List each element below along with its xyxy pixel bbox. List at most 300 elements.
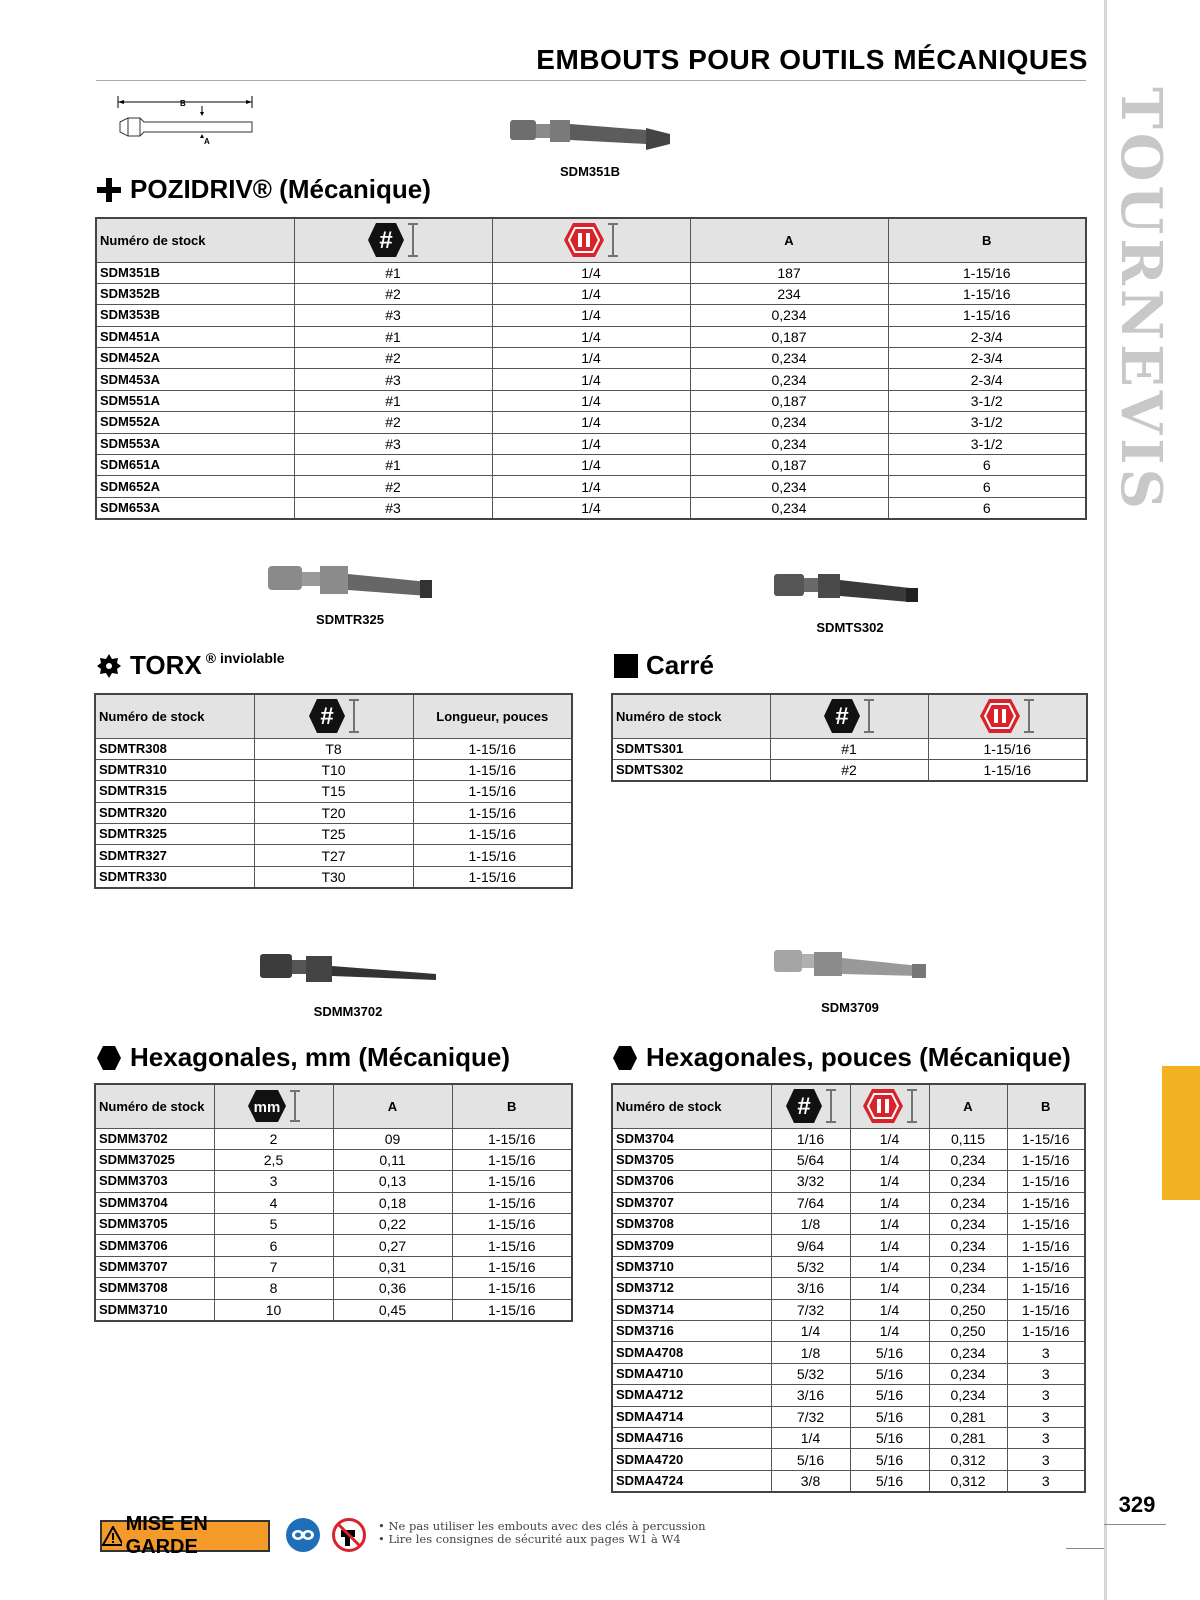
bit-image-carre xyxy=(770,570,930,620)
table-row xyxy=(96,412,1086,433)
table-cell: 0,234 xyxy=(929,1149,1007,1170)
table-cell: 0,312 xyxy=(929,1449,1007,1470)
drive-size-icon xyxy=(563,222,619,258)
table-cell: 0,234 xyxy=(929,1171,1007,1192)
column-header: Numéro de stock xyxy=(95,694,254,738)
page-number: 329 xyxy=(1118,1492,1156,1517)
no-impact-wrench-icon xyxy=(332,1518,366,1552)
table-cell: 1-15/16 xyxy=(452,1235,572,1256)
table-cell: 3/8 xyxy=(771,1470,850,1492)
table-cell: 6 xyxy=(888,497,1086,519)
table-cell: 0,187 xyxy=(690,326,888,347)
column-header xyxy=(928,694,1087,738)
table-cell: 1-15/16 xyxy=(413,866,572,888)
stock-number: SDMA4720 xyxy=(612,1449,771,1470)
table-cell: 3 xyxy=(1007,1342,1085,1363)
table-cell: #1 xyxy=(294,390,492,411)
table-cell: 5/16 xyxy=(850,1342,929,1363)
table-cell: 1-15/16 xyxy=(1007,1149,1085,1170)
table-row xyxy=(95,1299,572,1321)
table-row xyxy=(96,326,1086,347)
svg-text:#: # xyxy=(796,1093,811,1121)
svg-text:mm: mm xyxy=(253,1099,280,1117)
stock-number: SDM3710 xyxy=(612,1256,771,1277)
column-header: B xyxy=(888,218,1086,262)
table-row xyxy=(95,781,572,802)
table-cell: 1-15/16 xyxy=(413,781,572,802)
stock-number: SDM452A xyxy=(96,348,294,369)
table-cell: 0,234 xyxy=(929,1385,1007,1406)
table-cell: 0,234 xyxy=(690,305,888,326)
table-cell: 2-3/4 xyxy=(888,326,1086,347)
caption-sdm3709: SDM3709 xyxy=(821,1000,879,1015)
svg-text:#: # xyxy=(319,703,334,731)
dimension-diagram xyxy=(114,92,258,152)
stock-number: SDM451A xyxy=(96,326,294,347)
table-row xyxy=(95,802,572,823)
stock-number: SDM3716 xyxy=(612,1321,771,1342)
hex-size-icon xyxy=(785,1088,837,1124)
table-cell: 5/16 xyxy=(850,1363,929,1384)
table-cell: 3-1/2 xyxy=(888,433,1086,454)
stock-number: SDM3712 xyxy=(612,1278,771,1299)
table-cell: 1-15/16 xyxy=(1007,1192,1085,1213)
table-row xyxy=(96,348,1086,369)
stock-number: SDMM3703 xyxy=(95,1171,214,1192)
table-cell: #3 xyxy=(294,305,492,326)
stock-number: SDMTR320 xyxy=(95,802,254,823)
stock-number: SDM651A xyxy=(96,455,294,476)
table-cell: T30 xyxy=(254,866,413,888)
table-cell: 0,36 xyxy=(333,1278,452,1299)
section-title-hex-in: Hexagonales, pouces (Mécanique) xyxy=(612,1042,1071,1073)
table-cell: 1-15/16 xyxy=(452,1149,572,1170)
table-cell: 1/4 xyxy=(492,455,690,476)
table-row xyxy=(95,759,572,780)
table-cell: 1-15/16 xyxy=(1007,1214,1085,1235)
table-cell: 10 xyxy=(214,1299,333,1321)
table-row xyxy=(612,1470,1085,1492)
table-cell: #3 xyxy=(294,433,492,454)
column-header xyxy=(771,1084,850,1128)
table-cell: 5/64 xyxy=(771,1149,850,1170)
table-row xyxy=(612,759,1087,781)
table-cell: #2 xyxy=(294,476,492,497)
table-row xyxy=(96,476,1086,497)
stock-number: SDMM37025 xyxy=(95,1149,214,1170)
table-row xyxy=(612,1342,1085,1363)
table-cell: 0,11 xyxy=(333,1149,452,1170)
stock-number: SDM352B xyxy=(96,283,294,304)
warning-note: • Lire les consignes de sécurité aux pages W1 à W4 xyxy=(378,1532,681,1546)
stock-number: SDMA4714 xyxy=(612,1406,771,1427)
table-cell: 9/64 xyxy=(771,1235,850,1256)
table-cell: 1/4 xyxy=(492,497,690,519)
table-cell: 1-15/16 xyxy=(1007,1235,1085,1256)
table-cell: 7 xyxy=(214,1256,333,1277)
stock-number: SDMA4724 xyxy=(612,1470,771,1492)
table-cell: 0,234 xyxy=(929,1342,1007,1363)
table-cell: #3 xyxy=(294,497,492,519)
stock-number: SDMM3708 xyxy=(95,1278,214,1299)
stock-number: SDM552A xyxy=(96,412,294,433)
table-cell: 1/4 xyxy=(492,433,690,454)
bit-image-hex-mm xyxy=(256,950,446,1000)
table-cell: 0,234 xyxy=(690,369,888,390)
stock-number: SDMTR310 xyxy=(95,759,254,780)
table-cell: 187 xyxy=(690,262,888,283)
table-cell: 1-15/16 xyxy=(452,1192,572,1213)
table-row xyxy=(612,738,1087,759)
table-cell: 7/32 xyxy=(771,1299,850,1320)
table-cell: 5/16 xyxy=(850,1470,929,1492)
stock-number: SDM3707 xyxy=(612,1192,771,1213)
column-header xyxy=(770,694,928,738)
column-header: Numéro de stock xyxy=(612,694,770,738)
table-cell: 2-3/4 xyxy=(888,369,1086,390)
column-header: B xyxy=(1007,1084,1085,1128)
stock-number: SDM3706 xyxy=(612,1171,771,1192)
table-cell: 3 xyxy=(214,1171,333,1192)
table-cell: 1-15/16 xyxy=(452,1214,572,1235)
table-cell: #1 xyxy=(294,326,492,347)
warning-note: • Ne pas utiliser les embouts avec des clés à percussion xyxy=(378,1519,706,1533)
table-row xyxy=(96,283,1086,304)
table-cell: 5/16 xyxy=(850,1406,929,1427)
table-row xyxy=(95,1192,572,1213)
table-cell: 1-15/16 xyxy=(452,1171,572,1192)
column-header xyxy=(214,1084,333,1128)
table-cell: 0,234 xyxy=(929,1363,1007,1384)
table-cell: 1/4 xyxy=(492,369,690,390)
table-cell: 0,281 xyxy=(929,1406,1007,1427)
column-header: A xyxy=(690,218,888,262)
table-cell: T8 xyxy=(254,738,413,759)
table-cell: #1 xyxy=(294,262,492,283)
square-icon xyxy=(614,654,638,678)
table-row xyxy=(95,1256,572,1277)
table-cell: 0,234 xyxy=(690,348,888,369)
column-header: A xyxy=(929,1084,1007,1128)
table-cell: 1-15/16 xyxy=(452,1278,572,1299)
hexagon-icon xyxy=(96,1045,122,1071)
table-cell: 0,234 xyxy=(929,1256,1007,1277)
stock-number: SDM3705 xyxy=(612,1149,771,1170)
table-cell: 3-1/2 xyxy=(888,412,1086,433)
table-cell: T27 xyxy=(254,845,413,866)
table-cell: 1-15/16 xyxy=(413,824,572,845)
table-cell: 5/16 xyxy=(771,1449,850,1470)
safety-glasses-icon xyxy=(286,1518,320,1552)
column-header: A xyxy=(333,1084,452,1128)
table-cell: 1/4 xyxy=(492,390,690,411)
table-cell: 09 xyxy=(333,1128,452,1149)
stock-number: SDMTR330 xyxy=(95,866,254,888)
hex-mm-table xyxy=(94,1083,573,1322)
table-cell: 3 xyxy=(1007,1449,1085,1470)
table-cell: 1-15/16 xyxy=(888,283,1086,304)
caption-sdmtr325: SDMTR325 xyxy=(316,612,384,627)
table-cell: 1/4 xyxy=(850,1278,929,1299)
table-row xyxy=(95,1128,572,1149)
hex-size-icon xyxy=(823,698,875,734)
table-cell: #2 xyxy=(294,348,492,369)
section-title-hex-mm: Hexagonales, mm (Mécanique) xyxy=(96,1042,510,1073)
warning-badge: MISE EN GARDE xyxy=(100,1520,270,1552)
table-cell: 1/4 xyxy=(850,1299,929,1320)
side-label: TOURNEVIS xyxy=(1108,87,1175,513)
hex-size-icon xyxy=(308,698,360,734)
table-row xyxy=(612,1321,1085,1342)
table-cell: 1/4 xyxy=(771,1427,850,1448)
diagram-label-b: B xyxy=(180,99,186,108)
table-cell: 2,5 xyxy=(214,1149,333,1170)
caption-sdmm3702: SDMM3702 xyxy=(313,1004,383,1019)
table-cell: 1-15/16 xyxy=(888,305,1086,326)
table-row xyxy=(612,1363,1085,1384)
table-row xyxy=(612,1235,1085,1256)
stock-number: SDMTR325 xyxy=(95,824,254,845)
table-cell: T25 xyxy=(254,824,413,845)
table-cell: 5/16 xyxy=(850,1427,929,1448)
warning-triangle-icon xyxy=(102,1526,122,1546)
table-row xyxy=(612,1385,1085,1406)
bit-image-torx xyxy=(264,560,444,610)
table-cell: T20 xyxy=(254,802,413,823)
table-cell: 0,281 xyxy=(929,1427,1007,1448)
table-cell: 1-15/16 xyxy=(413,845,572,866)
table-cell: 6 xyxy=(888,476,1086,497)
table-cell: 0,45 xyxy=(333,1299,452,1321)
table-cell: T10 xyxy=(254,759,413,780)
bit-image-pozidriv xyxy=(506,112,676,162)
table-cell: 1/4 xyxy=(850,1192,929,1213)
table-cell: 5/32 xyxy=(771,1363,850,1384)
column-header: B xyxy=(452,1084,572,1128)
table-cell: 3-1/2 xyxy=(888,390,1086,411)
column-header: Numéro de stock xyxy=(612,1084,771,1128)
column-header: Numéro de stock xyxy=(95,1084,214,1128)
stock-number: SDMTR327 xyxy=(95,845,254,866)
table-cell: 0,22 xyxy=(333,1214,452,1235)
table-row xyxy=(96,455,1086,476)
stock-number: SDMM3705 xyxy=(95,1214,214,1235)
table-cell: 1/4 xyxy=(771,1321,850,1342)
table-cell: 1-15/16 xyxy=(928,759,1087,781)
drive-size-icon xyxy=(862,1088,918,1124)
table-row xyxy=(612,1192,1085,1213)
table-cell: 0,234 xyxy=(929,1235,1007,1256)
table-cell: 0,234 xyxy=(690,497,888,519)
table-cell: #3 xyxy=(294,369,492,390)
table-cell: 8 xyxy=(214,1278,333,1299)
table-cell: 1-15/16 xyxy=(1007,1128,1085,1149)
table-cell: 1/4 xyxy=(850,1149,929,1170)
stock-number: SDM353B xyxy=(96,305,294,326)
table-cell: 1/4 xyxy=(492,412,690,433)
table-cell: 6 xyxy=(888,455,1086,476)
table-cell: 7/32 xyxy=(771,1406,850,1427)
table-cell: 1/4 xyxy=(492,283,690,304)
diagram-label-a: A xyxy=(204,137,210,146)
table-cell: 0,234 xyxy=(690,412,888,433)
table-cell: 0,13 xyxy=(333,1171,452,1192)
torx-star-icon xyxy=(96,653,122,679)
svg-text:#: # xyxy=(379,227,393,255)
table-cell: 7/64 xyxy=(771,1192,850,1213)
stock-number: SDMA4712 xyxy=(612,1385,771,1406)
column-header xyxy=(492,218,690,262)
table-cell: 234 xyxy=(690,283,888,304)
table-row xyxy=(612,1149,1085,1170)
section-title-carre: Carré xyxy=(614,650,714,681)
table-cell: 1/4 xyxy=(492,348,690,369)
carre-table xyxy=(611,693,1088,782)
table-row xyxy=(612,1406,1085,1427)
table-cell: 3 xyxy=(1007,1427,1085,1448)
stock-number: SDMM3702 xyxy=(95,1128,214,1149)
table-row xyxy=(612,1427,1085,1448)
table-cell: 0,250 xyxy=(929,1321,1007,1342)
table-cell: 1-15/16 xyxy=(413,759,572,780)
table-row xyxy=(95,1149,572,1170)
table-row xyxy=(612,1256,1085,1277)
table-row xyxy=(96,433,1086,454)
table-cell: 0,27 xyxy=(333,1235,452,1256)
table-cell: 2-3/4 xyxy=(888,348,1086,369)
hex-in-table xyxy=(611,1083,1086,1493)
stock-number: SDMM3704 xyxy=(95,1192,214,1213)
table-cell: 1/4 xyxy=(850,1321,929,1342)
stock-number: SDMA4716 xyxy=(612,1427,771,1448)
stock-number: SDM3709 xyxy=(612,1235,771,1256)
table-cell: 1/4 xyxy=(850,1214,929,1235)
stock-number: SDMTR308 xyxy=(95,738,254,759)
table-cell: 1/4 xyxy=(850,1128,929,1149)
table-cell: 0,234 xyxy=(929,1214,1007,1235)
table-cell: 1-15/16 xyxy=(452,1299,572,1321)
table-cell: #2 xyxy=(294,283,492,304)
table-row xyxy=(96,262,1086,283)
table-cell: 1/4 xyxy=(492,326,690,347)
table-cell: 0,187 xyxy=(690,455,888,476)
table-cell: 1/4 xyxy=(492,305,690,326)
side-divider xyxy=(1104,0,1107,1600)
stock-number: SDMM3707 xyxy=(95,1256,214,1277)
torx-table xyxy=(94,693,573,889)
table-cell: 1/4 xyxy=(850,1171,929,1192)
stock-number: SDM551A xyxy=(96,390,294,411)
table-cell: 0,18 xyxy=(333,1192,452,1213)
stock-number: SDM653A xyxy=(96,497,294,519)
table-row xyxy=(95,1171,572,1192)
table-cell: 5 xyxy=(214,1214,333,1235)
hex-size-icon xyxy=(367,222,419,258)
table-row xyxy=(95,824,572,845)
table-cell: #2 xyxy=(294,412,492,433)
table-cell: 0,234 xyxy=(690,476,888,497)
table-row xyxy=(96,497,1086,519)
table-row xyxy=(612,1449,1085,1470)
table-row xyxy=(95,738,572,759)
column-header: Longueur, pouces xyxy=(413,694,572,738)
drive-size-icon xyxy=(979,698,1035,734)
section-tab xyxy=(1162,1066,1200,1200)
table-cell: 0,312 xyxy=(929,1470,1007,1492)
caption-sdmts302: SDMTS302 xyxy=(816,620,884,635)
table-cell: 3/32 xyxy=(771,1171,850,1192)
table-cell: 3 xyxy=(1007,1406,1085,1427)
table-cell: 2 xyxy=(214,1128,333,1149)
table-row xyxy=(96,390,1086,411)
stock-number: SDM3704 xyxy=(612,1128,771,1149)
table-row xyxy=(96,369,1086,390)
table-cell: 3 xyxy=(1007,1363,1085,1384)
table-cell: 0,234 xyxy=(690,433,888,454)
stock-number: SDM3708 xyxy=(612,1214,771,1235)
table-cell: #2 xyxy=(770,759,928,781)
table-cell: 1-15/16 xyxy=(413,738,572,759)
stock-number: SDMTS302 xyxy=(612,759,770,781)
table-cell: 3/16 xyxy=(771,1385,850,1406)
table-cell: 5/32 xyxy=(771,1256,850,1277)
table-cell: 1/4 xyxy=(492,476,690,497)
page-rule-bottom xyxy=(1066,1548,1104,1549)
table-cell: 5/16 xyxy=(850,1385,929,1406)
column-header xyxy=(254,694,413,738)
stock-number: SDM3714 xyxy=(612,1299,771,1320)
page-rule xyxy=(1104,1524,1166,1525)
table-cell: 1/16 xyxy=(771,1128,850,1149)
table-row xyxy=(612,1128,1085,1149)
pozidriv-table xyxy=(95,217,1087,520)
table-cell: 6 xyxy=(214,1235,333,1256)
table-cell: 0,234 xyxy=(929,1278,1007,1299)
table-row xyxy=(612,1278,1085,1299)
column-header xyxy=(294,218,492,262)
table-cell: 1-15/16 xyxy=(1007,1171,1085,1192)
table-cell: 0,250 xyxy=(929,1299,1007,1320)
table-row xyxy=(612,1214,1085,1235)
table-cell: 1/4 xyxy=(850,1235,929,1256)
table-cell: 1-15/16 xyxy=(888,262,1086,283)
table-row xyxy=(612,1171,1085,1192)
table-row xyxy=(96,305,1086,326)
hexagon-icon xyxy=(612,1045,638,1071)
table-cell: 5/16 xyxy=(850,1449,929,1470)
table-row xyxy=(612,1299,1085,1320)
warning-notes xyxy=(378,1520,706,1546)
stock-number: SDM652A xyxy=(96,476,294,497)
table-cell: 0,234 xyxy=(929,1192,1007,1213)
stock-number: SDMTR315 xyxy=(95,781,254,802)
table-cell: 1-15/16 xyxy=(1007,1321,1085,1342)
stock-number: SDMM3706 xyxy=(95,1235,214,1256)
table-cell: 1/8 xyxy=(771,1214,850,1235)
stock-number: SDMTS301 xyxy=(612,738,770,759)
column-header: Numéro de stock xyxy=(96,218,294,262)
table-cell: 1/4 xyxy=(850,1256,929,1277)
table-cell: 0,31 xyxy=(333,1256,452,1277)
table-cell: 1-15/16 xyxy=(928,738,1087,759)
table-row xyxy=(95,1278,572,1299)
bit-image-hex-in xyxy=(770,946,940,996)
table-cell: T15 xyxy=(254,781,413,802)
pozidriv-cross-icon xyxy=(96,177,122,203)
section-title-torx: TORX ® inviolable xyxy=(96,650,285,681)
table-cell: 1-15/16 xyxy=(1007,1299,1085,1320)
caption-sdm351b: SDM351B xyxy=(560,164,620,179)
